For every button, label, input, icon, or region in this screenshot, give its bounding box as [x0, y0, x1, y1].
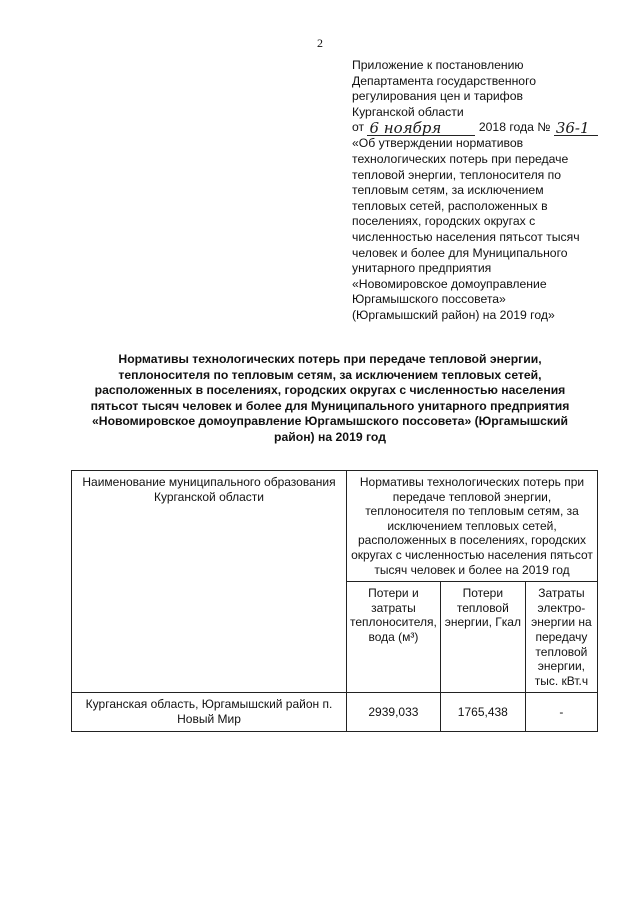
appendix-subject-line: Юргамышского поссовета» [352, 292, 506, 307]
year-text: 2018 года № [478, 120, 551, 135]
header-norms: Нормативы технологических потерь при передаче тепловой энергии, теплоносителя по тепловым сетям, за исключением тепловых сетей, расположенных в поселениях, городских округах с численностью населения пятьсот тысяч человек и более на 2019 год [347, 471, 598, 582]
appendix-line: Курганской области [352, 104, 464, 119]
cell-municipality: Курганская область, Юргамышский район п. Новый Мир [72, 693, 347, 731]
document-title [80, 352, 580, 445]
cell-coolant: 2939,033 [347, 693, 441, 731]
subheader-coolant: Потери и затраты теплоносителя, вода (м³) [347, 582, 441, 693]
appendix-subject-line: тепловой энергии, теплоносителя по [352, 167, 562, 182]
cell-electricity: - [525, 693, 597, 731]
title-line: теплоносителя по тепловым сетям, за исключением тепловых сетей, [118, 367, 542, 382]
appendix-subject-line: поселениях, городских округах с [352, 214, 536, 229]
cell-heat: 1765,438 [440, 693, 525, 731]
appendix-subject-line: технологических потерь при передаче [352, 151, 569, 166]
appendix-line: регулирования цен и тарифов [352, 89, 523, 104]
title-line: район) на 2019 год [274, 429, 386, 444]
title-line: расположенных в поселениях, городских округах с численностью населения [94, 383, 566, 397]
appendix-line: Департамента государственного [352, 73, 537, 88]
header-municipality: Наименование муниципального образования Курганской области [72, 471, 347, 693]
page-number: 2 [317, 36, 323, 50]
appendix-subject-line: тепловым сетям, за исключением [352, 183, 544, 198]
date-underline [367, 121, 475, 136]
handwritten-date: 6 ноября [369, 119, 442, 138]
appendix-subject-line: численностью населения пятьсот тысяч [352, 229, 580, 244]
subheader-electricity: Затраты электро-энергии на передачу тепловой энергии, тыс. кВт.ч [525, 582, 597, 693]
table-header-row [72, 471, 598, 582]
subheader-heat: Потери тепловой энергии, Гкал [440, 582, 525, 693]
appendix-subject-line: «Новомировское домоуправление [352, 276, 547, 291]
number-underline [554, 121, 598, 136]
handwritten-number: 36-1 [555, 119, 590, 138]
title-line: Нормативы технологических потерь при передаче тепловой энергии, [118, 352, 542, 366]
date-prefix: от [352, 120, 365, 135]
norms-table [71, 470, 598, 732]
title-line: пятьсот тысяч человек и более для Муниципального унитарного предприятия [90, 398, 570, 413]
table-row [72, 693, 598, 731]
appendix-subject-line: унитарного предприятия [352, 261, 492, 276]
appendix-subject-line: (Юргамышский район) на 2019 год» [352, 307, 555, 322]
appendix-subject-line: тепловых сетей, расположенных в [352, 198, 548, 213]
appendix-block [352, 58, 622, 324]
appendix-subject-line: «Об утверждении нормативов [352, 136, 524, 151]
appendix-line: Приложение к постановлению [352, 58, 524, 72]
appendix-date-line [352, 120, 622, 136]
appendix-subject-line: человек и более для Муниципального [352, 245, 568, 260]
title-line: «Новомировское домоуправление Юргамышского поссовета» (Юргамышский [91, 414, 568, 428]
